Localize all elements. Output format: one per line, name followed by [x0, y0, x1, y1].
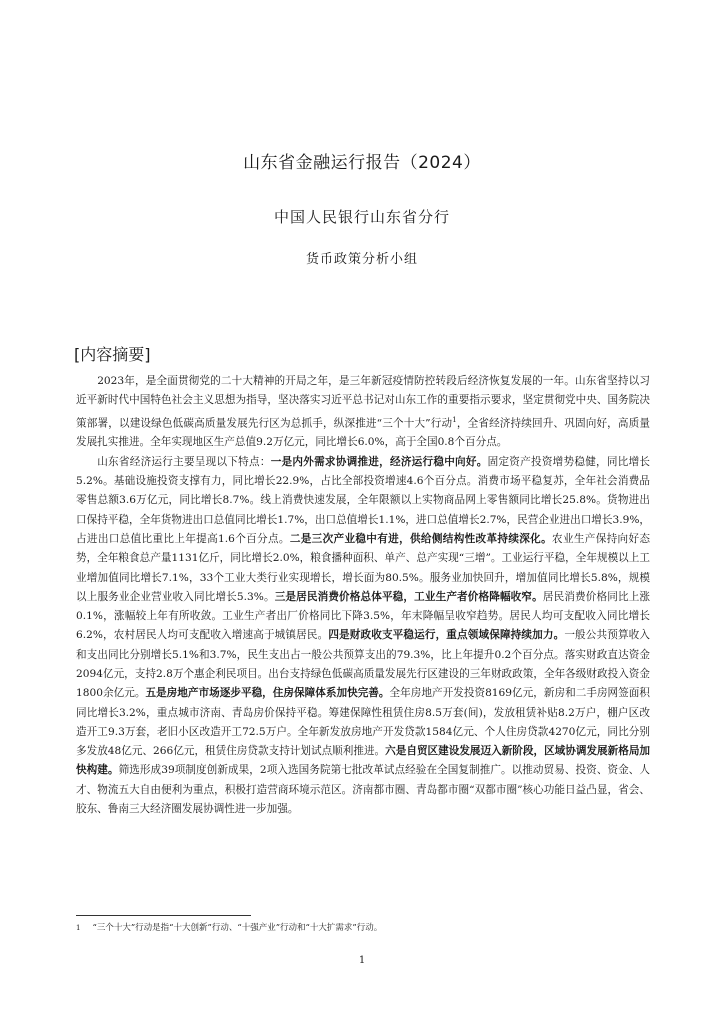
abstract-body: [76, 372, 650, 819]
organization-name: 中国人民银行山东省分行: [273, 208, 450, 226]
key-point-4: 四是财政收支平稳运行，重点领域保障持续加力。: [328, 629, 565, 642]
abstract-heading: [内容摘要]: [74, 345, 151, 364]
report-title: 山东省金融运行报告（2024）: [243, 153, 481, 173]
footnote-divider: [76, 915, 251, 916]
key-point-3: 三是居民消费价格总体平稳，工业生产者价格降幅收窄。: [274, 590, 543, 603]
key-point-2: 二是三次产业稳中有进，供给侧结构性改革持续深化。: [289, 532, 553, 545]
group-name: 货币政策分析小组: [305, 252, 418, 267]
footnote-ref[interactable]: 1: [452, 415, 457, 424]
abstract-paragraph-1: 2023年，是全面贯彻党的二十大精神的开局之年，是三年新冠疫情防控转段后经济恢复发展的一年。山东省坚持以习近平新时代中国特色社会主义思想为指导，坚决落实习近平总书记对山东工作的重要指示要求，坚定贯彻党中央、国务院决策部署，以建设绿色低碳高质量发展先行区为总抓手，纵深推进“三个十大”行动$^1$，全省经济持续回升、巩固向好，高质量发展扎实推进。全年实现地区生产总值9.2万亿元，同比增长6.0%，高于全国0.8个百分点。: [76, 375, 650, 449]
key-point-1: 一是内外需求协调推进，经济运行稳中向好。: [270, 455, 488, 468]
key-point-5: 五是房地产市场逐步平稳，住房保障体系加快完善。: [145, 687, 390, 700]
footnote: [76, 921, 656, 935]
page-number: 1: [358, 955, 366, 966]
abstract-paragraph-2: 山东省经济运行主要呈现以下特点：一是内外需求协调推进，经济运行稳中向好。固定资产投资增势稳健，同比增长5.2%。基础设施投资支撑有力，同比增长22.9%，占比全部投资增速4.6个百分点。消费市场平稳复苏，全年社会消费品零售总额3.6万亿元，同比增长8.7%。线上消费快速发展，全年限额以上实物商品网上零售额同比增长25.8%。货物进出口保持平稳，全年货物进出口总值同比增长1.7%，出口总值增长1.1%，进口总值增长2.7%，民营企业进出口增长3.9%，占进出口总值比重比上年提高1.6个百分点。二是三次产业稳中有进，供给侧结构性改革持续深化。农业生产保持向好态势，全年粮食总产量1131亿斤，同比增长2.0%，粮食播种面积、单产、总产实现“三增”。工业运行平稳，全年规模以上工业增加值同比增长7.1%，33个工业大类行业实现增长，增长面为80.5%。服务业加快回升，增加值同比增长5.8%，规模以上服务业企业营业收入同比增长5.3%。三是居民消费价格总体平稳，工业生产者价格降幅收窄。居民消费价格同比上涨0.1%，涨幅较上年有所收敛。工业生产者出厂价格同比下降3.5%，年末降幅呈收窄趋势。居民人均可支配收入同比增长6.2%，农村居民人均可支配收入增速高于城镇居民。四是财政收支平稳运行，重点领域保障持续加力。一般公共预算收入和支出同比分别增长5.1%和3.7%，民生支出占一般公共预算支出的79.3%，比上年提升0.2个百分点。落实财政直达资金2094亿元，支持2.8万个惠企利民项目。出台支持绿色低碳高质量发展先行区建设的三年财政政策，全年各级财政投入资金1800余亿元。五是房地产市场逐步平稳，住房保障体系加快完善。全年房地产开发投资8169亿元，新房和二手房网签面积同比增长3.2%，重点城市济南、青岛房价保持平稳。筹建保障性租赁住房8.5万套(间)，发放租赁补贴8.2万户，棚户区改造开工9.3万套，老旧小区改造开工72.5万户。全年新发放房地产开发贷款1584亿元、个人住房贷款4270亿元，同比分别多发放48亿元、266亿元，租赁住房贷款支持计划试点顺利推进。六是自贸区建设发展迈入新阶段，区域协调发展新格局加快构建。筛选形成39项制度创新成果，2项入选国务院第七批改革试点经验在全国复制推广。以推动贸易、投资、资金、人才、物流五大自由便利为重点，积极打造营商环境示范区。济南都市圈、青岛都市圈“双都市圈”核心功能日益凸显，省会、胶东、鲁南三大经济圈发展协调性进一步加强。: [76, 455, 651, 816]
footnote-mark: 1: [76, 924, 81, 932]
key-point-6: 六是自贸区建设发展迈入新阶段，区域协调发展新格局加快构建。: [76, 745, 651, 777]
footnote-text: “三个十大”行动是指“十大创新”行动、“十强产业”行动和“十大扩需求”行动。: [92, 923, 383, 933]
